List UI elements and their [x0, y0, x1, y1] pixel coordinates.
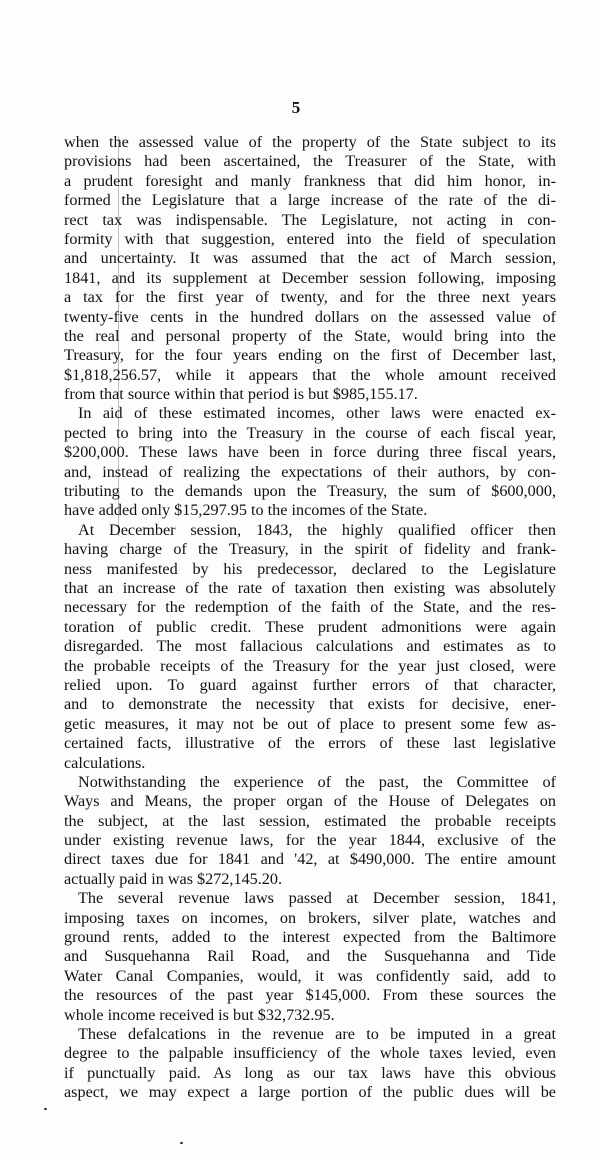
text-line: imposing taxes on incomes, on brokers, silver plate, watches and — [64, 908, 556, 927]
text-line: degree to the palpable insufficiency of the whole taxes levied, even — [64, 1044, 556, 1063]
text-line: necessary for the redemption of the faith of the State, and the res- — [64, 598, 556, 617]
text-line: certained facts, illustrative of the errors of these last legislative — [64, 734, 556, 753]
text-line: direct taxes due for 1841 and '42, at $490,000. The entire amount — [64, 850, 556, 869]
page-number: 5 — [291, 98, 301, 117]
text-line: and to demonstrate the necessity that exists for decisive, ener- — [64, 695, 556, 714]
text-line: the subject, at the last session, estimated the probable receipts — [64, 811, 556, 830]
text-line: under existing revenue laws, for the year 1844, exclusive of the — [64, 831, 556, 850]
text-line: formed the Legislature that a large increase of the rate of the di- — [64, 191, 556, 210]
text-line: when the assessed value of the property of the State subject to its — [64, 133, 556, 151]
print-speck — [44, 1108, 47, 1110]
text-line: Treasury, for the four years ending on the first of December last, — [64, 346, 556, 365]
text-line: actually paid in was $272,145.20. — [64, 869, 283, 888]
text-line: The several revenue laws passed at December session, 1841, — [78, 889, 556, 908]
print-speck — [180, 1142, 183, 1144]
text-line: aspect, we may expect a large portion of the public dues will be — [64, 1083, 556, 1102]
text-line: disregarded. The most fallacious calculations and estimates as to — [64, 637, 556, 656]
text-line: and, instead of realizing the expectations of their authors, by con- — [64, 462, 556, 481]
text-line: $200,000. These laws have been in force during three fiscal years, — [64, 443, 556, 462]
text-line: the resources of the past year $145,000. From these sources the — [64, 986, 556, 1005]
text-line: Water Canal Companies, would, it was confidently said, add to — [64, 966, 556, 985]
text-line: Ways and Means, the proper organ of the House of Delegates on — [64, 792, 556, 811]
body-text — [64, 133, 556, 1103]
text-line: from that source within that period is but $985,155.17. — [64, 385, 418, 404]
text-line: getic measures, it may not be out of place to present some few as- — [64, 714, 556, 733]
text-line: ground rents, added to the interest expected from the Baltimore — [64, 928, 556, 947]
text-line: ness manifested by his predecessor, declared to the Legislature — [64, 559, 556, 578]
text-line: calculations. — [64, 753, 146, 772]
text-line: a prudent foresight and manly frankness that did him honor, in- — [64, 171, 556, 190]
text-line: and Susquehanna Rail Road, and the Susquehanna and Tide — [64, 947, 556, 966]
text-line: have added only $15,297.95 to the incomes of the State. — [64, 501, 428, 520]
text-line: provisions had been ascertained, the Treasurer of the State, with — [64, 152, 556, 171]
text-line: These defalcations in the revenue are to be imputed in a great — [78, 1024, 556, 1043]
text-line: In aid of these estimated incomes, other laws were enacted ex- — [78, 404, 556, 423]
text-line: Notwithstanding the experience of the past, the Committee of — [78, 772, 556, 791]
text-line: the probable receipts of the Treasury for the year just closed, were — [64, 656, 556, 675]
text-line: At December session, 1843, the highly qualified officer then — [78, 520, 556, 539]
text-line: formity with that suggestion, entered into the field of speculation — [64, 229, 556, 248]
text-line: if punctually paid. As long as our tax laws have this obvious — [64, 1063, 556, 1082]
text-line: that an increase of the rate of taxation then existing was absolutely — [64, 578, 556, 597]
text-line: the real and personal property of the State, would bring into the — [64, 326, 556, 345]
text-line: pected to bring into the Treasury in the course of each fiscal year, — [64, 423, 556, 442]
text-line: whole income received is but $32,732.95. — [64, 1005, 335, 1024]
text-line: twenty-five cents in the hundred dollars on the assessed value of — [64, 307, 556, 326]
text-line: having charge of the Treasury, in the spirit of fidelity and frank- — [64, 540, 556, 559]
text-line: rect tax was indispensable. The Legislature, not acting in con- — [64, 210, 556, 229]
text-line: a tax for the first year of twenty, and for the three next years — [64, 288, 556, 307]
text-line: toration of public credit. These prudent admonitions were again — [64, 617, 556, 636]
text-line: relied upon. To guard against further errors of that character, — [64, 675, 556, 694]
text-line: tributing to the demands upon the Treasury, the sum of $600,000, — [64, 482, 556, 501]
text-line: and uncertainty. It was assumed that the act of March session, — [64, 249, 556, 268]
text-line: 1841, and its supplement at December session following, imposing — [64, 268, 556, 287]
text-line: $1,818,256.57, while it appears that the whole amount received — [64, 365, 556, 384]
